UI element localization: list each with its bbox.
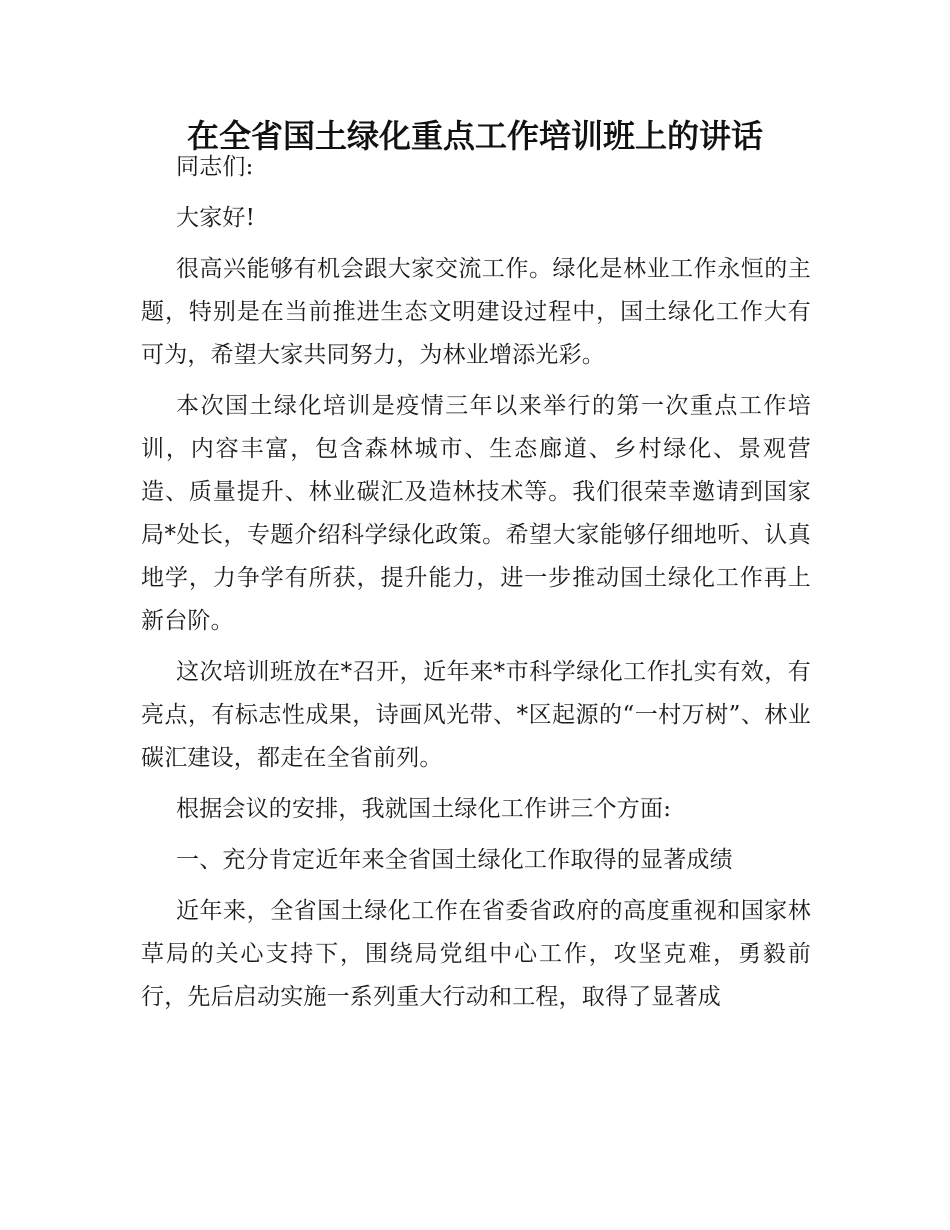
opening-paragraph: 很高兴能够有机会跟大家交流工作。绿化是林业工作永恒的主题，特别是在当前推进生态文明建设过程中，国土绿化工作大有可为，希望大家共同努力，为林业增添光彩。	[141, 256, 811, 368]
greeting-paragraph: 同志们:	[176, 154, 254, 180]
venue-paragraph: 这次培训班放在*召开，近年来*市科学绿化工作扎实有效，有亮点，有标志性成果，诗画风光带、*区起源的“一村万树”、林业碳汇建设，都走在全省前列。	[141, 659, 811, 771]
document-body	[141, 146, 811, 1027]
achievements-paragraph: 近年来，全省国土绿化工作在省委省政府的高度重视和国家林草局的关心支持下，围绕局党组中心工作，攻坚克难，勇毅前行，先后启动实施一系列重大行动和工程，取得了显著成	[141, 898, 811, 1010]
document-title: 在全省国土绿化重点工作培训班上的讲话	[186, 117, 763, 155]
salutation-paragraph: 大家好!	[176, 205, 256, 231]
agenda-paragraph: 根据会议的安排，我就国土绿化工作讲三个方面:	[176, 796, 672, 822]
section-heading-1: 一、充分肯定近年来全省国土绿化工作取得的显著成绩	[176, 847, 733, 873]
training-intro-paragraph: 本次国土绿化培训是疫情三年以来举行的第一次重点工作培训，内容丰富，包含森林城市、生态廊道、乡村绿化、景观营造、质量提升、林业碳汇及造林技术等。我们很荣幸邀请到国家局*处长，专题介绍科学绿化政策。希望大家能够仔细地听、认真地学，力争学有所获，提升能力，进一步推动国土绿化工作再上新台阶。	[141, 393, 811, 634]
